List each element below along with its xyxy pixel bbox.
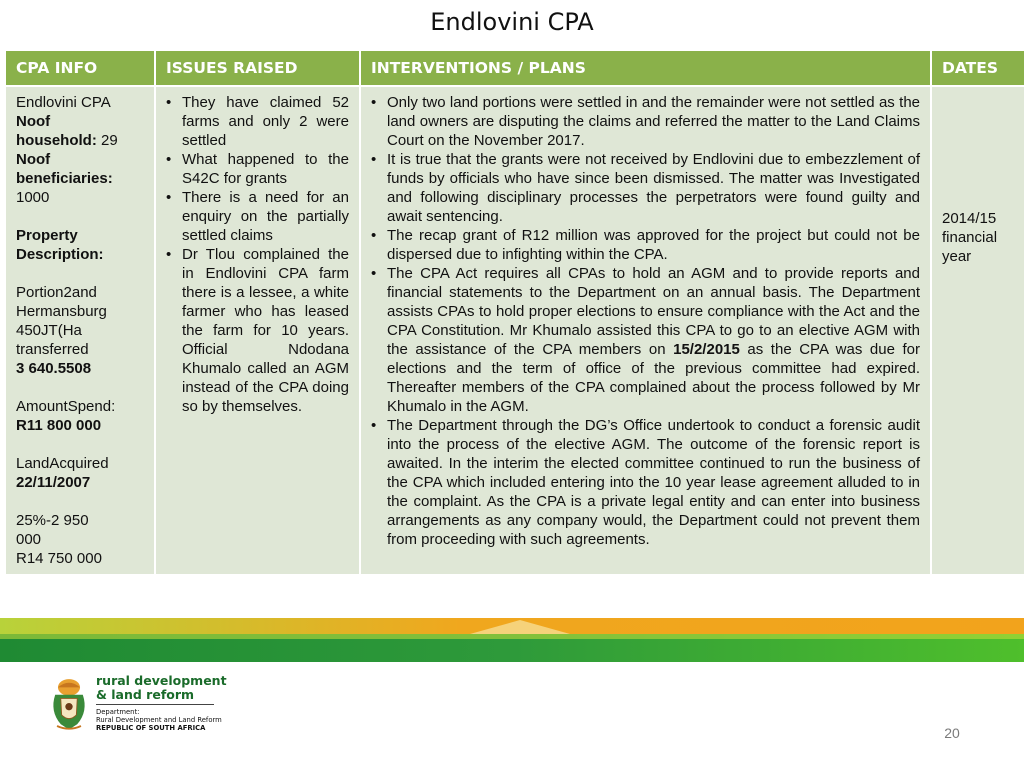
beneficiaries-label-cont: beneficiaries: xyxy=(16,170,113,187)
table-row xyxy=(6,86,1024,574)
logo-line-3: Department: xyxy=(96,708,140,716)
list-item: • There is a need for an enquiry on the partially settled claims xyxy=(166,188,349,245)
logo-line-1: rural development xyxy=(96,673,227,688)
agm-date: 15/2/2015 xyxy=(673,341,740,358)
logo-line-2: & land reform xyxy=(96,687,195,702)
pct-line-1: 25%-2 950 xyxy=(16,512,89,529)
beneficiaries-value: 1000 xyxy=(16,189,50,206)
property-label: Property xyxy=(16,227,78,244)
list-item: • They have claimed 52 farms and only 2 were settled xyxy=(166,93,349,150)
date-line-3: year xyxy=(942,248,972,265)
pct-line-3: R14 750 000 xyxy=(16,550,102,567)
list-item: • The recap grant of R12 million was approved for the project but could not be dispersed due to infighting within the CPA. xyxy=(371,226,920,264)
land-value: 22/11/2007 xyxy=(16,474,91,491)
table-header-row xyxy=(6,51,1024,86)
header-cpa-info: CPA INFO xyxy=(6,51,155,86)
issues-list xyxy=(166,93,349,416)
header-issues-raised: ISSUES RAISED xyxy=(155,51,360,86)
issues-cell xyxy=(155,86,360,574)
households-label: Noof xyxy=(16,113,51,130)
logo-line-4: Rural Development and Land Reform xyxy=(96,716,222,724)
decorative-band xyxy=(0,618,1024,662)
portion-line-3: 450JT(Ha xyxy=(16,322,82,339)
list-item: • What happened to the S42C for grants xyxy=(166,150,349,188)
date-line-2: financial xyxy=(942,229,998,246)
interventions-list xyxy=(371,93,920,549)
slide-title: Endlovini CPA xyxy=(430,8,594,36)
property-label-cont: Description: xyxy=(16,246,104,263)
page-number: 20 xyxy=(944,725,960,741)
pct-line-2: 000 xyxy=(16,531,42,548)
list-item: • Dr Tlou complained the in Endlovini CPA farm there is a lessee, a white farmer who has leased the farm for 10 years. Official Ndodana Khumalo called an AGM instead of the CPA doing so by themselves. xyxy=(166,245,349,416)
households-line: household: 29 xyxy=(16,132,118,149)
logo-line-5: REPUBLIC OF SOUTH AFRICA xyxy=(96,724,206,732)
beneficiaries-label: Noof xyxy=(16,151,51,168)
households-value: 29 xyxy=(101,132,118,149)
header-interventions: INTERVENTIONS / PLANS xyxy=(360,51,931,86)
land-label: LandAcquired xyxy=(16,455,109,472)
dates-cell xyxy=(931,86,1024,574)
amount-label: AmountSpend: xyxy=(16,398,116,415)
list-item: • Only two land portions were settled in and the remainder were not settled as the land owners are disputing the claims and referred the matter to the Land Claims Court on the November 2017. xyxy=(371,93,920,150)
coat-of-arms-logo xyxy=(46,672,92,734)
interventions-cell xyxy=(360,86,931,574)
portion-line-2: Hermansburg xyxy=(16,303,107,320)
cpa-table xyxy=(6,51,1024,574)
list-item: • The CPA Act requires all CPAs to hold an AGM and to provide reports and financial statements to the Department on an annual basis. The Department assists CPAs to hold proper elections to ensure compliance with the Act and the CPA Constitution. Mr Khumalo assisted this CPA to go to an elective AGM with the assistance of the CPA members on 15/2/2015 as the CPA was due for elections and the term of office of the previous committee had expired. Thereafter members of the CPA complained about the process followed by Mr Khumalo in the AGM. xyxy=(371,264,920,416)
cpa-name: Endlovini CPA xyxy=(16,94,111,111)
portion-line-1: Portion2and xyxy=(16,284,97,301)
list-item: • The Department through the DG’s Office undertook to conduct a forensic audit into the process of the elective AGM. The outcome of the forensic report is awaited. In the interim the elected committee continued to run the business of the CPA which included entering into the 10 year lease agreement alluded to in the complaint. As the CPA is a private legal entity and can enter into business arrangements as any company would, the Department could not prevent them from proceeding with such agreements. xyxy=(371,416,920,549)
date-line-1: 2014/15 xyxy=(942,210,997,227)
cpa-info-cell xyxy=(6,86,155,574)
header-dates: DATES xyxy=(931,51,1024,86)
amount-value: R11 800 000 xyxy=(16,417,102,434)
department-logo-text xyxy=(96,674,227,732)
list-item: • It is true that the grants were not received by Endlovini due to embezzlement of funds by officials who have since been dismissed. The matter was Investigated and following disciplinary processes the perpetrators were found guilty and await sentencing. xyxy=(371,150,920,226)
portion-line-4: transferred xyxy=(16,341,89,358)
portion-value: 3 640.5508 xyxy=(16,360,92,377)
